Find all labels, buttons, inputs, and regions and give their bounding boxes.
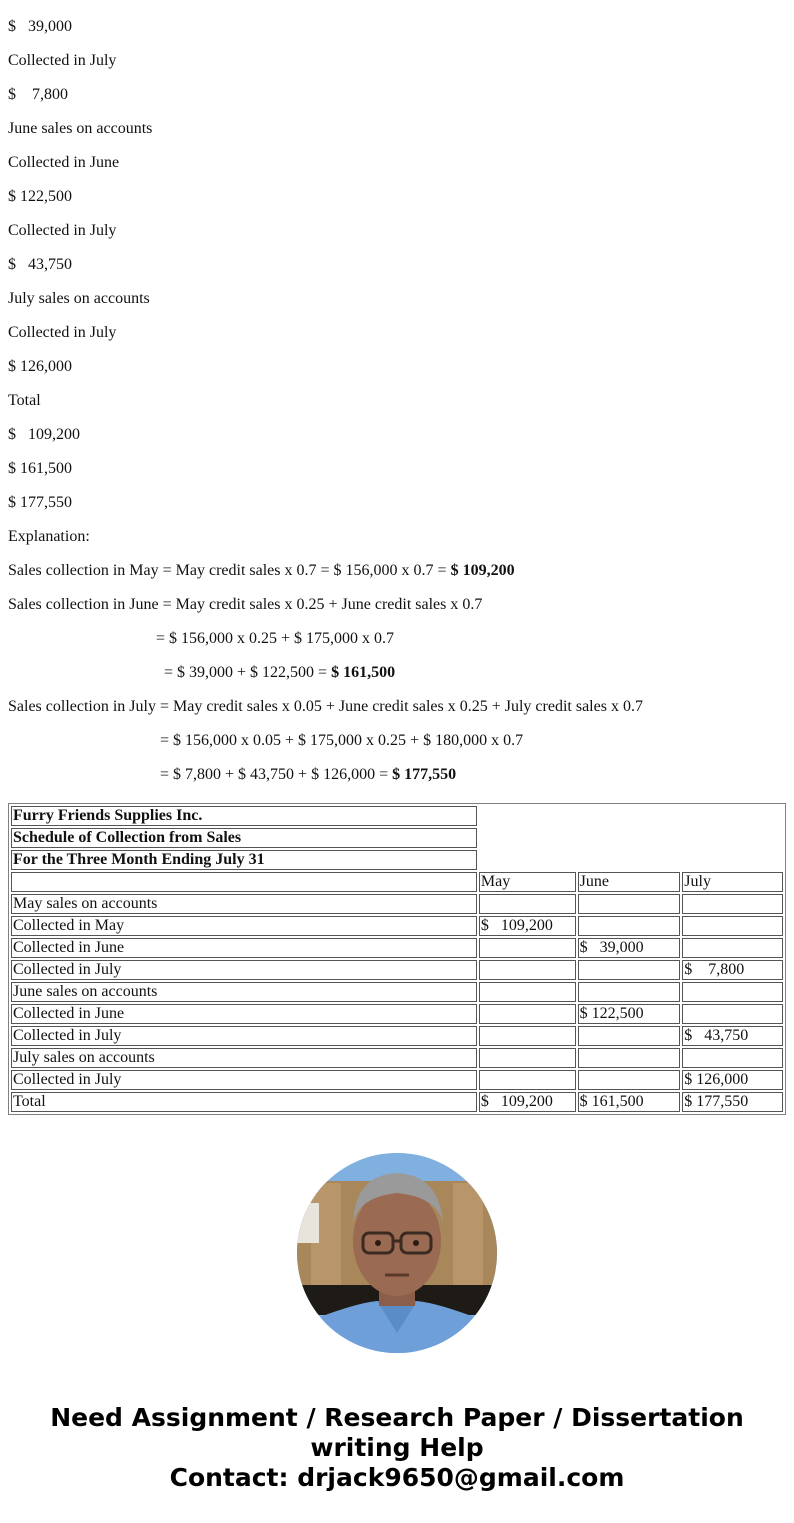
- text-line: $ 109,200: [8, 426, 80, 443]
- answer-body: [8, 0, 786, 792]
- row-label: July sales on accounts: [11, 1048, 477, 1068]
- row-label: June sales on accounts: [11, 982, 477, 1002]
- row-label: Collected in June: [11, 1004, 477, 1024]
- cell-may: [479, 1004, 576, 1024]
- cell-june: $ 39,000: [578, 938, 681, 958]
- promo-line: Need Assignment / Research Paper / Dissertation: [50, 1403, 744, 1432]
- column-header: [11, 872, 477, 892]
- table-row: [11, 1004, 783, 1024]
- text-line: Collected in July: [8, 324, 117, 341]
- blank-cell: [479, 850, 783, 870]
- cell-july: [682, 1048, 783, 1068]
- june-collection-step: [8, 656, 786, 690]
- table-header-row: [11, 872, 783, 892]
- text-line: $ 43,750: [8, 256, 72, 273]
- total-june: $ 161,500: [578, 1092, 681, 1112]
- cell-july: [682, 916, 783, 936]
- june-collection-formula: Sales collection in June = May credit sales x 0.25 + June credit sales x 0.7: [8, 596, 483, 613]
- cell-may: [479, 1048, 576, 1068]
- author-avatar: [297, 1153, 497, 1353]
- text-line: June sales on accounts: [8, 120, 153, 137]
- june-collection-step: = $ 156,000 x 0.25 + $ 175,000 x 0.7: [156, 630, 395, 647]
- cell-july: [682, 1004, 783, 1024]
- company-name: Furry Friends Supplies Inc.: [11, 806, 477, 826]
- cell-june: [578, 960, 681, 980]
- cell-may: [479, 938, 576, 958]
- table-row: [11, 894, 783, 914]
- text-line: Collected in July: [8, 222, 117, 239]
- text-line: $ 122,500: [8, 188, 72, 205]
- july-collection-result: $ 177,550: [392, 766, 457, 783]
- table-row: [11, 1070, 783, 1090]
- table-row: [11, 1048, 783, 1068]
- row-label: Total: [11, 1092, 477, 1112]
- formula-text: = $ 39,000 + $ 122,500 =: [164, 664, 332, 681]
- column-header-may: May: [479, 872, 576, 892]
- cell-june: [578, 894, 681, 914]
- cell-may: [479, 1026, 576, 1046]
- cell-june: [578, 1048, 681, 1068]
- text-line: $ 39,000: [8, 18, 72, 35]
- table-total-row: [11, 1092, 783, 1112]
- table-row: [11, 938, 783, 958]
- text-line: Collected in July: [8, 52, 117, 69]
- explanation-heading: Explanation:: [8, 528, 90, 545]
- cell-july: $ 126,000: [682, 1070, 783, 1090]
- cell-july: $ 7,800: [682, 960, 783, 980]
- contact-email: Contact: drjack9650@gmail.com: [169, 1463, 625, 1492]
- text-line: [8, 0, 786, 10]
- cell-june: [578, 1070, 681, 1090]
- collection-schedule-table: [8, 803, 786, 1115]
- may-collection-result: $ 109,200: [450, 562, 515, 579]
- text-line: July sales on accounts: [8, 290, 150, 307]
- schedule-period: For the Three Month Ending July 31: [11, 850, 477, 870]
- table-title-row: [11, 806, 783, 826]
- cell-may: [479, 982, 576, 1002]
- cell-july: [682, 894, 783, 914]
- cell-july: $ 43,750: [682, 1026, 783, 1046]
- cell-june: $ 122,500: [578, 1004, 681, 1024]
- row-label: Collected in July: [11, 1026, 477, 1046]
- blank-cell: [479, 806, 783, 826]
- july-collection-formula: Sales collection in July = May credit sales x 0.05 + June credit sales x 0.25 + July credit sales x 0.7: [8, 698, 643, 715]
- july-collection-step: [8, 758, 786, 792]
- cell-july: [682, 938, 783, 958]
- cell-june: [578, 1026, 681, 1046]
- text-line: Collected in June: [8, 154, 120, 171]
- table-row: [11, 982, 783, 1002]
- may-collection-formula: [8, 554, 786, 588]
- promo-footer: [0, 1403, 794, 1493]
- cell-may: $ 109,200: [479, 916, 576, 936]
- table-row: [11, 960, 783, 980]
- table-title-row: [11, 850, 783, 870]
- total-may: $ 109,200: [479, 1092, 576, 1112]
- cell-may: [479, 960, 576, 980]
- cell-may: [479, 894, 576, 914]
- july-collection-step: = $ 156,000 x 0.05 + $ 175,000 x 0.25 + $ 180,000 x 0.7: [160, 732, 524, 749]
- cell-july: [682, 982, 783, 1002]
- row-label: Collected in May: [11, 916, 477, 936]
- row-label: Collected in July: [11, 960, 477, 980]
- row-label: Collected in July: [11, 1070, 477, 1090]
- text-line: $ 177,550: [8, 494, 72, 511]
- formula-text: Sales collection in May = May credit sales x 0.7 = $ 156,000 x 0.7 =: [8, 562, 451, 579]
- cell-june: [578, 916, 681, 936]
- table-row: [11, 916, 783, 936]
- row-label: May sales on accounts: [11, 894, 477, 914]
- column-header-june: June: [578, 872, 681, 892]
- blank-cell: [479, 828, 783, 848]
- schedule-title: Schedule of Collection from Sales: [11, 828, 477, 848]
- column-header-july: July: [682, 872, 783, 892]
- text-line: Total: [8, 392, 41, 409]
- total-july: $ 177,550: [682, 1092, 783, 1112]
- text-line: $ 161,500: [8, 460, 72, 477]
- text-line: $ 126,000: [8, 358, 72, 375]
- cell-june: [578, 982, 681, 1002]
- text-line: $ 7,800: [8, 86, 68, 103]
- promo-line: writing Help: [310, 1433, 484, 1462]
- cell-may: [479, 1070, 576, 1090]
- row-label: Collected in June: [11, 938, 477, 958]
- formula-text: = $ 7,800 + $ 43,750 + $ 126,000 =: [160, 766, 393, 783]
- table-row: [11, 1026, 783, 1046]
- june-collection-result: $ 161,500: [331, 664, 396, 681]
- table-title-row: [11, 828, 783, 848]
- person-photo-icon: [297, 1153, 497, 1353]
